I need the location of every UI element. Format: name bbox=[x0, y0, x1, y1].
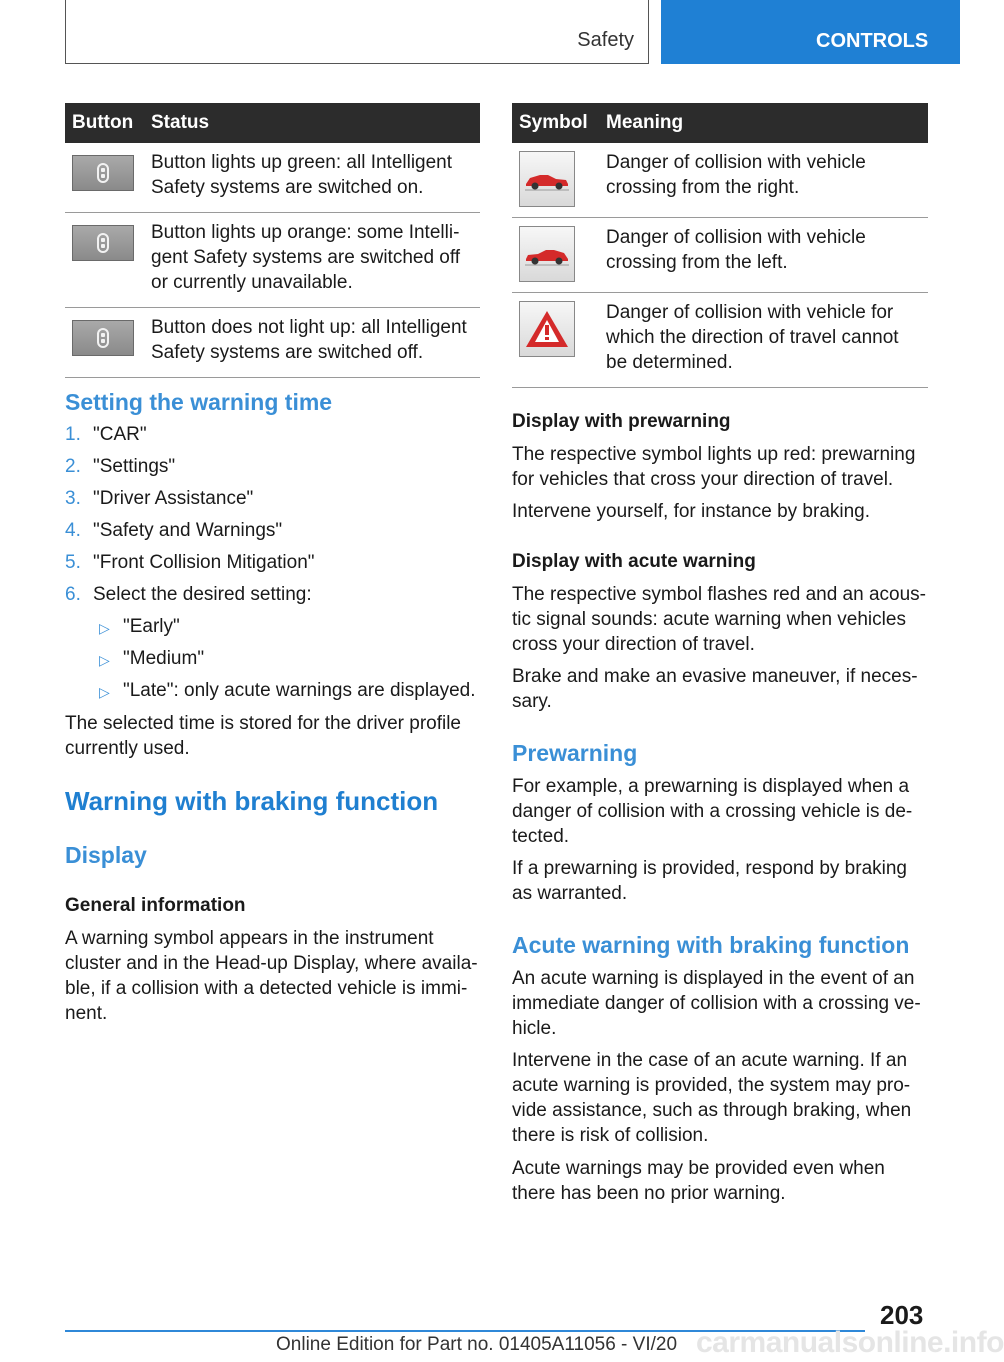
watermark: carmanualsonline.info bbox=[696, 1326, 1004, 1359]
prewarning-heading: Prewarning bbox=[512, 740, 638, 766]
list-item bbox=[65, 454, 485, 486]
step-number: 6. bbox=[65, 584, 81, 605]
general-info-heading: General information bbox=[65, 895, 246, 916]
column-header-button: Button bbox=[65, 103, 144, 143]
step-number: 5. bbox=[65, 552, 81, 573]
symbol-cell bbox=[512, 293, 599, 388]
step-text: Select the desired setting: bbox=[93, 584, 312, 605]
symbol-cell bbox=[512, 218, 599, 293]
status-cell: Button does not light up: all Intelligent Safety systems are switched off. bbox=[144, 308, 480, 378]
list-item bbox=[65, 550, 485, 582]
list-item bbox=[65, 582, 485, 614]
acute-warning-text: An acute warning is displayed in the event of an immediate danger of collision with a crossing ve-hicle. bbox=[512, 968, 921, 1039]
header-chapter-tab bbox=[661, 0, 960, 64]
meaning-cell: Danger of collision with vehicle crossing from the right. bbox=[599, 143, 928, 218]
button-cell bbox=[65, 213, 144, 308]
prewarning-display-action: Intervene yourself, for instance by braking. bbox=[512, 501, 871, 522]
step-text: "CAR" bbox=[93, 424, 147, 445]
prewarning-display-text: The respective symbol lights up red: prewarning for vehicles that cross your direction of travel. bbox=[512, 444, 916, 490]
list-item bbox=[65, 422, 485, 454]
prewarning-text: For example, a prewarning is displayed when a danger of collision with a crossing vehicle is de-tected. bbox=[512, 776, 913, 847]
table-header-row bbox=[512, 103, 928, 143]
table-row bbox=[512, 293, 928, 388]
warning-time-heading: Setting the warning time bbox=[65, 389, 333, 415]
list-item bbox=[65, 678, 485, 710]
footer-edition: Online Edition for Part no. 01405A11056 - VI/20 bbox=[276, 1334, 678, 1355]
safety-button-icon bbox=[72, 320, 134, 356]
safety-button-icon bbox=[72, 155, 134, 191]
acute-warning-note: Acute warnings may be provided even when there has been no prior warning. bbox=[512, 1158, 885, 1204]
list-item bbox=[65, 486, 485, 518]
acute-warning-assist: Intervene in the case of an acute warning. If an acute warning is provided, the system may pro-vide assistance, such as through braking, when there is risk of collision. bbox=[512, 1050, 912, 1146]
table-row bbox=[65, 143, 480, 213]
table-row bbox=[65, 308, 480, 378]
step-text: "Driver Assistance" bbox=[93, 488, 254, 509]
meaning-cell: Danger of collision with vehicle crossing from the left. bbox=[599, 218, 928, 293]
triangle-bullet-icon: ▷ bbox=[99, 652, 110, 668]
option-text: "Medium" bbox=[123, 648, 205, 669]
meaning-cell: Danger of collision with vehicle for which the direction of travel cannot be determined. bbox=[599, 293, 928, 388]
page-number: 203 bbox=[880, 1300, 924, 1330]
table-header-row bbox=[65, 103, 480, 143]
acute-warning-heading: Acute warning with braking function bbox=[512, 932, 910, 958]
header-chapter-title: CONTROLS bbox=[816, 30, 929, 52]
header-section-box bbox=[65, 0, 649, 64]
step-text: "Settings" bbox=[93, 456, 176, 477]
acute-display-action: Brake and make an evasive maneuver, if neces-sary. bbox=[512, 666, 918, 712]
symbol-cell bbox=[512, 143, 599, 218]
button-status-table bbox=[65, 103, 480, 378]
status-cell: Button lights up orange: some Intelli-gent Safety systems are switched off or currently unavailable. bbox=[144, 213, 480, 308]
display-heading: Display bbox=[65, 842, 147, 868]
step-number: 1. bbox=[65, 424, 81, 445]
step-number: 3. bbox=[65, 488, 81, 509]
table-row bbox=[512, 143, 928, 218]
option-text: "Early" bbox=[123, 616, 180, 637]
column-header-meaning: Meaning bbox=[599, 103, 928, 143]
button-cell bbox=[65, 308, 144, 378]
header-section-title: Safety bbox=[577, 29, 634, 51]
prewarning-display-heading: Display with prewarning bbox=[512, 411, 731, 432]
safety-button-icon bbox=[72, 225, 134, 261]
warning-triangle-icon bbox=[519, 301, 575, 357]
step-text: "Safety and Warnings" bbox=[93, 520, 283, 541]
option-text: "Late": only acute warnings are displayed. bbox=[123, 680, 476, 701]
acute-display-heading: Display with acute warning bbox=[512, 551, 756, 572]
warning-time-steps bbox=[65, 422, 485, 710]
column-header-symbol: Symbol bbox=[512, 103, 599, 143]
list-item bbox=[65, 614, 485, 646]
step-number: 2. bbox=[65, 456, 81, 477]
button-cell bbox=[65, 143, 144, 213]
symbol-meaning-table bbox=[512, 103, 928, 388]
table-row bbox=[65, 213, 480, 308]
prewarning-action: If a prewarning is provided, respond by braking as warranted. bbox=[512, 858, 908, 904]
car-from-left-icon bbox=[519, 226, 575, 282]
list-item bbox=[65, 646, 485, 678]
column-header-status: Status bbox=[144, 103, 480, 143]
general-info-text: A warning symbol appears in the instrument cluster and in the Head-up Display, where availa-ble, if a collision with a detected vehicle is immi-nent. bbox=[65, 928, 478, 1024]
braking-heading: Warning with braking function bbox=[65, 786, 439, 816]
warning-time-note: The selected time is stored for the driver profile currently used. bbox=[65, 713, 462, 759]
step-text: "Front Collision Mitigation" bbox=[93, 552, 315, 573]
status-cell: Button lights up green: all Intelligent Safety systems are switched on. bbox=[144, 143, 480, 213]
car-from-right-icon bbox=[519, 151, 575, 207]
table-row bbox=[512, 218, 928, 293]
list-item bbox=[65, 518, 485, 550]
triangle-bullet-icon: ▷ bbox=[99, 620, 110, 636]
triangle-bullet-icon: ▷ bbox=[99, 684, 110, 700]
step-number: 4. bbox=[65, 520, 81, 541]
acute-display-text: The respective symbol flashes red and an acous-tic signal sounds: acute warning when vehicles cross your direction of travel. bbox=[512, 584, 926, 655]
